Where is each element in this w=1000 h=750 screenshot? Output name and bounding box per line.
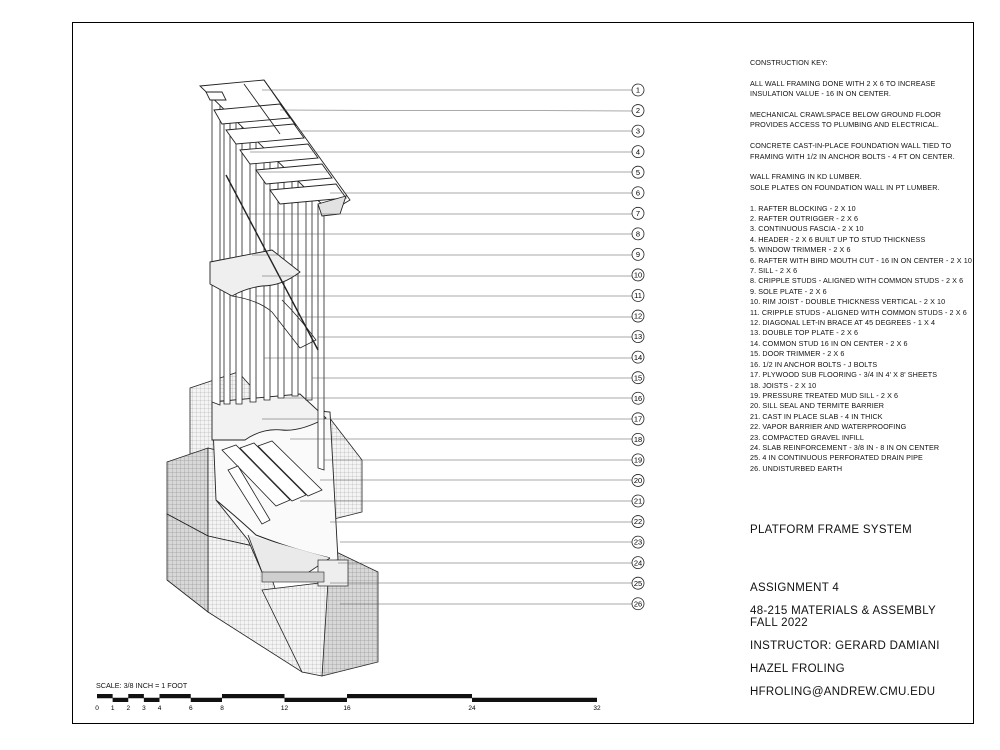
scale-tick-label: 24: [468, 705, 476, 712]
key-item: 12. DIAGONAL LET-IN BRACE AT 45 DEGREES - 1 X 4: [750, 318, 936, 328]
instructor-label: INSTRUCTOR: GERARD DAMIANI: [750, 640, 940, 652]
key-note: ALL WALL FRAMING DONE WITH 2 X 6 TO INCREASE INSULATION VALUE - 16 IN ON CENTER.: [750, 78, 936, 99]
key-item: 20. SILL SEAL AND TERMITE BARRIER: [750, 401, 885, 411]
callout-number: 6: [635, 188, 641, 198]
key-item: 17. PLYWOOD SUB FLOORING - 3/4 IN 4' X 8' SHEETS: [750, 370, 938, 380]
key-note: MECHANICAL CRAWLSPACE BELOW GROUND FLOOR PROVIDES ACCESS TO PLUMBING AND ELECTRICAL.: [750, 110, 942, 130]
term-label: FALL 2022: [750, 617, 808, 629]
callout-number: 2: [635, 106, 641, 116]
callout-number: 11: [634, 291, 642, 301]
key-note: WALL FRAMING IN KD LUMBER.: [750, 172, 862, 182]
key-item: 22. VAPOR BARRIER AND WATERPROOFING: [750, 422, 907, 432]
key-item: 19. PRESSURE TREATED MUD SILL - 2 X 6: [750, 390, 899, 400]
scale-segment: [472, 698, 597, 702]
scale-segment: [160, 694, 191, 698]
scale-tick-label: 4: [157, 705, 162, 712]
callout-number: 25: [633, 578, 643, 588]
student-email: HFROLING@ANDREW.CMU.EDU: [750, 686, 936, 698]
callout-number: 20: [633, 476, 643, 486]
callout-number: 19: [633, 455, 643, 465]
scale-segment: [113, 698, 129, 702]
scale-label: SCALE: 3/8 INCH = 1 FOOT: [96, 681, 188, 690]
construction-key: [750, 58, 980, 474]
scale-tick-label: 12: [280, 705, 289, 712]
key-item: 2. RAFTER OUTRIGGER - 2 X 6: [750, 214, 859, 224]
scale-segment: [97, 694, 113, 698]
key-item: 26. UNDISTURBED EARTH: [750, 463, 843, 473]
key-item: 24. SLAB REINFORCEMENT - 3/8 IN - 8 IN ON CENTER: [750, 442, 940, 452]
scale-segment: [347, 694, 472, 698]
callout-number: 10: [633, 270, 643, 280]
callout-number: 24: [633, 558, 643, 568]
callout-number: 7: [635, 208, 641, 218]
callout-number: 14: [633, 352, 643, 362]
callout-number: 22: [633, 517, 643, 527]
scale-segment: [191, 698, 222, 702]
callout-number: 12: [633, 311, 643, 321]
scale-tick-label: 2: [126, 705, 131, 712]
callout-number: 17: [633, 414, 643, 424]
key-item: 4. HEADER - 2 X 6 BUILT UP TO STUD THICKNESS: [750, 234, 926, 244]
key-item: 15. DOOR TRIMMER - 2 X 6: [750, 349, 845, 359]
callout-number: 9: [635, 250, 641, 259]
callout-number: 5: [635, 167, 641, 177]
scale-tick-label: 1: [110, 705, 115, 712]
key-item: 21. CAST IN PLACE SLAB - 4 IN THICK: [750, 411, 883, 421]
key-item: 8. CRIPPLE STUDS - ALIGNED WITH COMMON STUDS - 2 X 6: [750, 276, 964, 286]
scale-bar: [95, 694, 601, 712]
scale-tick-label: 3: [142, 705, 146, 712]
key-item: 18. JOISTS - 2 X 10: [750, 380, 817, 390]
scale-segment: [285, 698, 348, 702]
callout-number: 4: [635, 147, 641, 157]
callout-number: 15: [633, 373, 643, 383]
scale-segment: [128, 694, 144, 698]
callout-number: 3: [635, 126, 641, 136]
scale-tick-label: 16: [343, 705, 351, 712]
key-item: 10. RIM JOIST - DOUBLE THICKNESS VERTICAL - 2 X 10: [750, 297, 946, 307]
callout-number: 21: [633, 496, 643, 506]
callout-number: 18: [633, 434, 643, 444]
key-item: 9. SOLE PLATE - 2 X 6: [750, 286, 827, 296]
key-item: 1. RAFTER BLOCKING - 2 X 10: [750, 203, 856, 213]
key-note: SOLE PLATES ON FOUNDATION WALL IN PT LUMBER.: [750, 182, 940, 192]
callout-number: 8: [635, 229, 641, 239]
key-item-list: [750, 204, 980, 475]
key-item: 25. 4 IN CONTINUOUS PERFORATED DRAIN PIPE: [750, 453, 923, 463]
drawing-title: PLATFORM FRAME SYSTEM: [750, 524, 912, 536]
student-name: HAZEL FROLING: [750, 663, 845, 675]
key-item: 11. CRIPPLE STUDS - ALIGNED WITH COMMON STUDS - 2 X 6: [750, 307, 967, 317]
key-note: CONCRETE CAST-IN-PLACE FOUNDATION WALL TIED TO FRAMING WITH 1/2 IN ANCHOR BOLTS - 4 FT ON CENTER.: [750, 141, 955, 161]
key-heading: CONSTRUCTION KEY:: [750, 58, 828, 67]
key-item: 23. COMPACTED GRAVEL INFILL: [750, 432, 864, 442]
callout-circles: [632, 84, 644, 610]
callout-number: 1: [635, 85, 641, 95]
callout-number: 16: [633, 393, 643, 403]
key-item: 7. SILL - 2 X 6: [750, 266, 798, 276]
key-item: 14. COMMON STUD 16 IN ON CENTER - 2 X 6: [750, 338, 908, 348]
scale-tick-label: 8: [220, 705, 224, 712]
scale-segment: [222, 694, 285, 698]
scale-tick-label: 32: [593, 705, 601, 712]
scale-tick-label: 6: [188, 705, 193, 712]
scale-segment: [144, 698, 160, 702]
callout-number: 23: [633, 537, 643, 547]
roof-framing: [200, 80, 350, 216]
callout-number: 13: [633, 332, 643, 342]
key-item: 13. DOUBLE TOP PLATE - 2 X 6: [750, 328, 859, 338]
key-item: 16. 1/2 IN ANCHOR BOLTS - J BOLTS: [750, 359, 878, 369]
key-item: 6. RAFTER WITH BIRD MOUTH CUT - 16 IN ON CENTER - 2 X 10: [750, 255, 972, 265]
callout-number: 26: [633, 599, 643, 609]
course-label: 48-215 MATERIALS & ASSEMBLY: [750, 605, 937, 617]
assignment-label: ASSIGNMENT 4: [750, 582, 840, 594]
key-item: 5. WINDOW TRIMMER - 2 X 6: [750, 245, 851, 255]
scale-tick-label: 0: [95, 705, 99, 712]
key-item: 3. CONTINUOUS FASCIA - 2 X 10: [750, 224, 864, 234]
